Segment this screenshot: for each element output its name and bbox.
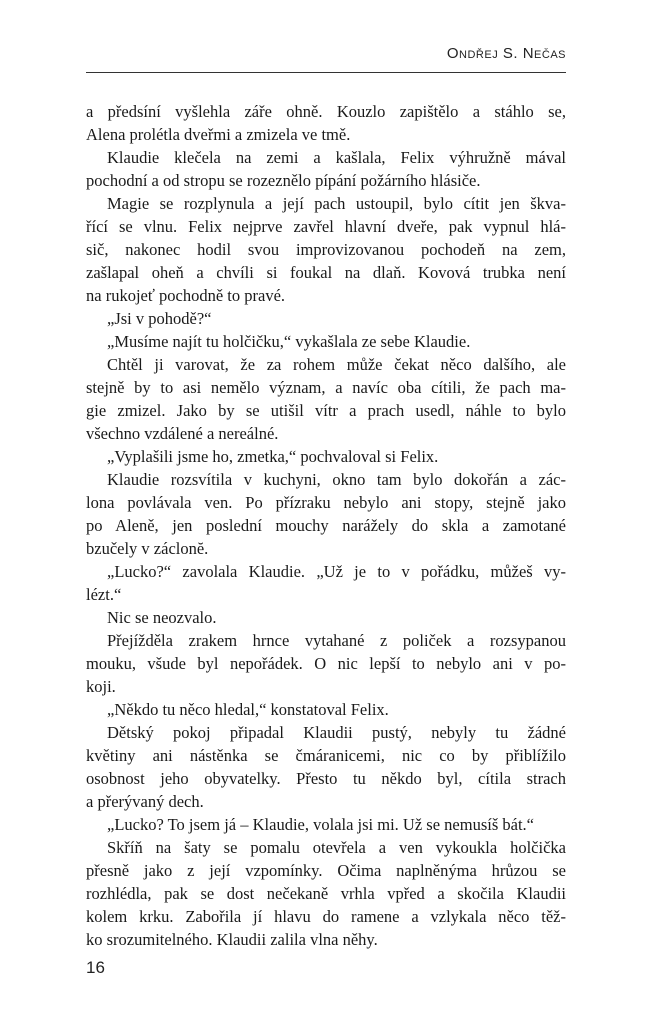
text-line: Přejížděla zrakem hrnce vytahané z poliček a rozsypanou	[107, 631, 566, 650]
running-head-author: Ondřej S. Nečas	[446, 45, 566, 62]
text-line: Chtěl ji varovat, že za rohem může čekat něco dalšího, ale	[107, 355, 566, 374]
text-line: stejně by to asi nemělo význam, a navíc oba cítili, že pach ma-	[86, 378, 566, 397]
text-line: Klaudie rozsvítila v kuchyni, okno tam bylo dokořán a zác-	[107, 470, 566, 489]
text-line: po Aleně, jen poslední mouchy narážely do skla a zamotané	[86, 516, 566, 535]
text-line: na rukojeť pochodně to pravé.	[86, 286, 286, 305]
text-line: a předsíní vyšlehla záře ohně. Kouzlo zapištělo a stáhlo se,	[86, 102, 566, 121]
text-line: ko srozumitelného. Klaudii zalila vlna něhy.	[86, 930, 378, 949]
text-line: všechno vzdálené a nereálné.	[86, 424, 279, 443]
text-line: Dětský pokoj připadal Klaudii pustý, nebyly tu žádné	[107, 723, 566, 742]
text-line: přesně jako z její vzpomínky. Očima naplněnýma hrůzou se	[86, 861, 566, 880]
text-line: „Jsi v pohodě?“	[107, 309, 212, 328]
text-line: „Musíme najít tu holčičku,“ vykašlala ze sebe Klaudie.	[107, 332, 471, 351]
text-line: rozhlédla, pak se dost nečekaně vrhla vpřed a skočila Klaudii	[86, 884, 566, 903]
text-line: lona povlávala ven. Po přízraku nebylo ani stopy, stejně jako	[86, 493, 566, 512]
text-line: „Někdo tu něco hledal,“ konstatoval Felix.	[107, 700, 389, 719]
text-line: kolem krku. Zabořila jí hlavu do ramene a vzlykala něco těž-	[86, 907, 566, 926]
text-line: Skříň na šaty se pomalu otevřela a ven vykoukla holčička	[107, 838, 566, 857]
text-line: Nic se neozvalo.	[107, 608, 217, 627]
text-line: mouku, všude byl nepořádek. O nic lepší to nebylo ani v po-	[86, 654, 566, 673]
text-line: „Lucko?“ zavolala Klaudie. „Už je to v pořádku, můžeš vy-	[107, 562, 566, 581]
header-rule	[86, 72, 566, 73]
text-line: Klaudie klečela na zemi a kašlala, Felix výhružně mával	[107, 148, 566, 167]
text-line: Alena prolétla dveřmi a zmizela ve tmě.	[86, 125, 351, 144]
text-line: a přerývaný dech.	[86, 792, 204, 811]
text-line: gie zmizel. Jako by se utišil vítr a prach usedl, náhle to bylo	[86, 401, 566, 420]
text-line: koji.	[86, 677, 116, 696]
text-line: zašlapal oheň a chvíli si foukal na dlaň. Kovová trubka není	[86, 263, 566, 282]
text-line: osobnost jeho obyvatelky. Přesto tu někdo byl, cítila strach	[86, 769, 566, 788]
text-line: bzučely v záclonĕ.	[86, 539, 209, 558]
body-text	[86, 100, 566, 951]
text-line: sič, nakonec hodil svou improvizovanou pochodeň na zem,	[86, 240, 566, 259]
page-number: 16	[86, 958, 105, 977]
text-line: květiny ani nástěnka se čmáranicemi, nic co by přiblížilo	[86, 746, 566, 765]
text-line: „Lucko? To jsem já – Klaudie, volala jsi mi. Už se nemusíš bát.“	[107, 815, 534, 834]
text-line: „Vyplašili jsme ho, zmetka,“ pochvaloval si Felix.	[107, 447, 439, 466]
text-line: pochodní a od stropu se rozeznělo pípání požárního hlásiče.	[86, 171, 481, 190]
text-line: řící se vlnu. Felix nejprve zavřel hlavní dveře, pak vypnul hlá-	[86, 217, 566, 236]
text-line: lézt.“	[86, 585, 122, 604]
text-line: Magie se rozplynula a její pach ustoupil, bylo cítit jen škva-	[107, 194, 566, 213]
